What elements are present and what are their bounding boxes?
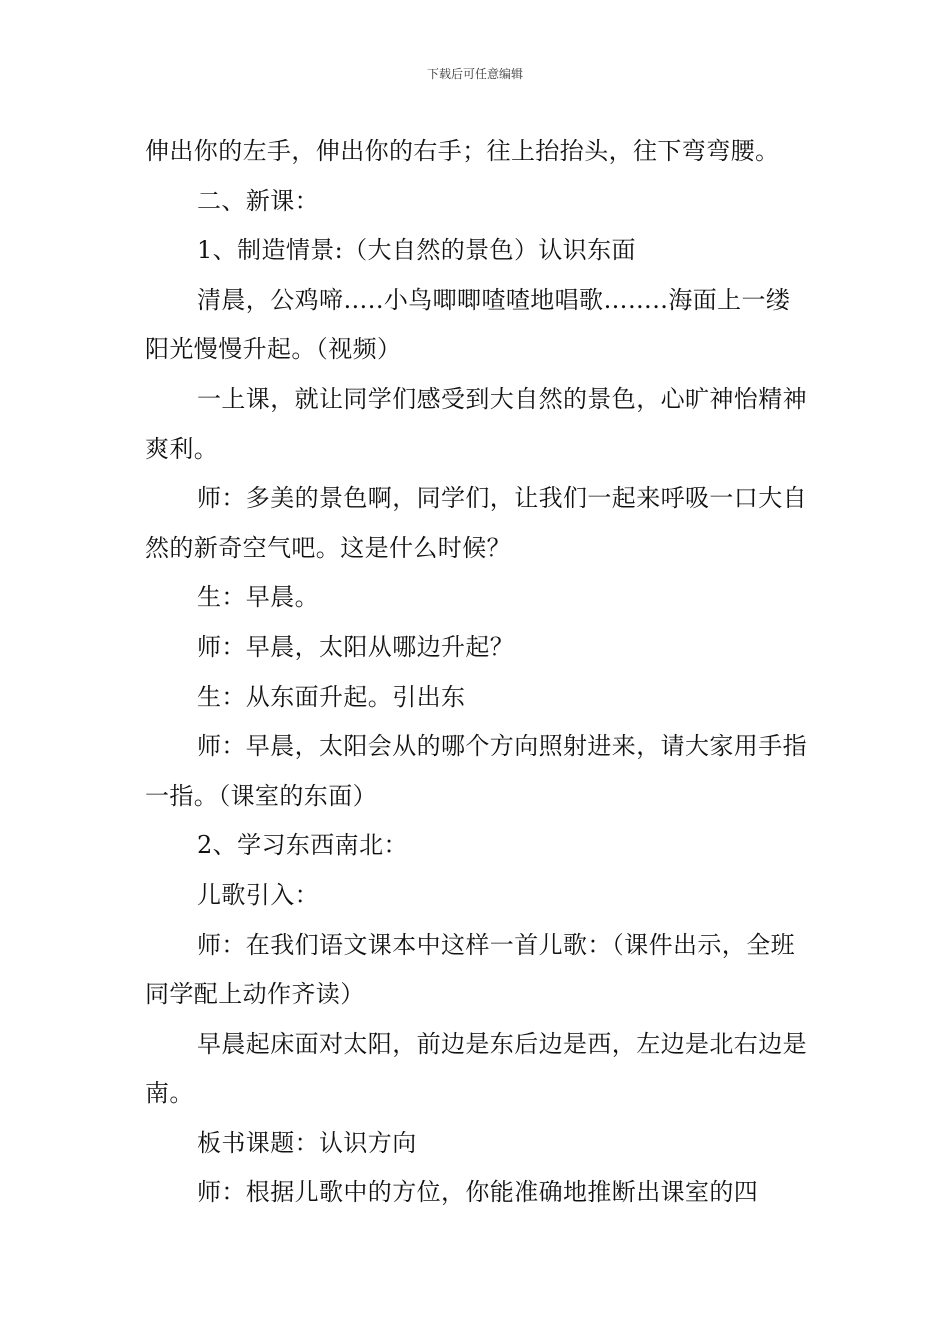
- paragraph-feeling: 一上课，就让同学们感受到大自然的景色，心旷神怡精神爽利。: [145, 384, 807, 463]
- paragraph-warmup: 伸出你的左手，伸出你的右手；往上抬抬头，往下弯弯腰。: [145, 137, 780, 165]
- paragraph-morning-scene: 清晨，公鸡啼…..小鸟唧唧喳喳地唱歌……..海面上一缕阳光慢慢升起。（视频）: [145, 285, 791, 364]
- page-header: 下载后可任意编辑: [426, 67, 523, 81]
- dialogue-teacher-4: 师：在我们语文课本中这样一首儿歌：（课件出示，全班同学配上动作齐读）: [145, 930, 795, 1009]
- paragraph-board-title: 板书课题：认识方向: [197, 1128, 417, 1157]
- paragraph-rhyme: 早晨起床面对太阳，前边是东后边是西，左边是北右边是南。: [145, 1029, 807, 1108]
- dialogue-student-1: 生：早晨。: [197, 583, 319, 612]
- dialogue-teacher-3: 师：早晨，太阳会从的哪个方向照射进来，请大家用手指一指。（课室的东面）: [145, 732, 807, 810]
- dialogue-student-2: 生：从东面升起。引出东: [197, 682, 466, 711]
- dialogue-teacher-5: 师：根据儿歌中的方位，你能准确地推断出课室的四: [197, 1178, 759, 1207]
- paragraph-rhyme-intro: 儿歌引入：: [197, 880, 319, 909]
- dialogue-teacher-2: 师：早晨，太阳从哪边升起？: [197, 632, 515, 661]
- subheading-scene: 1、制造情景:（大自然的景色）认识东面: [197, 236, 636, 265]
- section-heading-new-lesson: 二、新课：: [197, 186, 319, 215]
- document-body: [145, 127, 810, 1218]
- dialogue-teacher-1: 师：多美的景色啊，同学们，让我们一起来呼吸一口大自然的新奇空气吧。这是什么时候？: [145, 484, 807, 562]
- subheading-directions: 2、学习东西南北：: [197, 831, 408, 860]
